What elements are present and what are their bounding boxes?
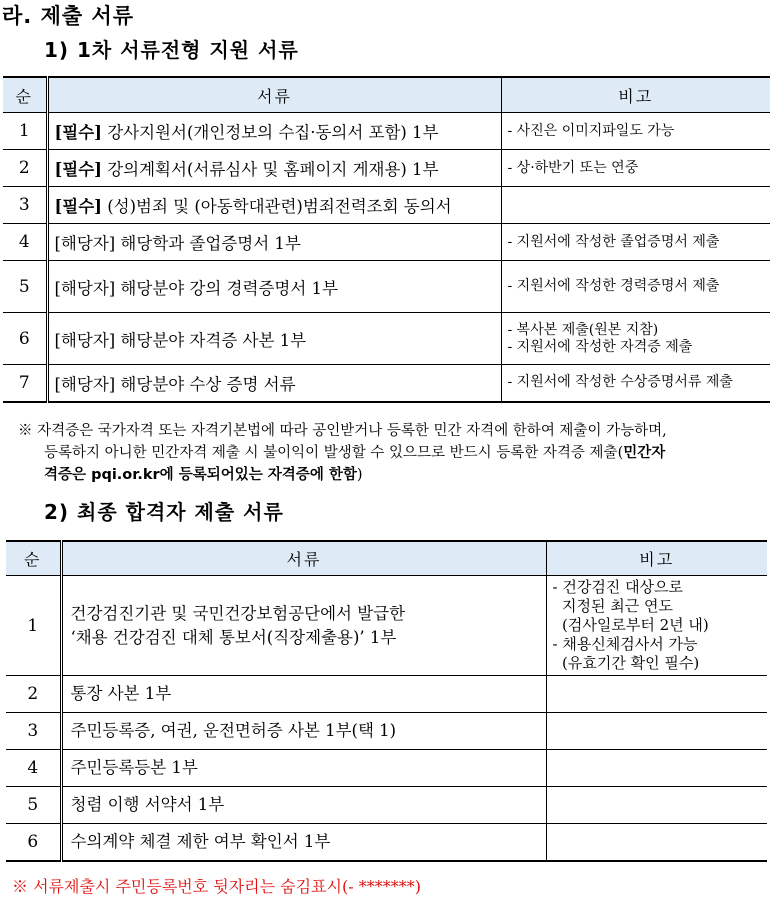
document-name: 강사지원서(개인정보의 수집·동의서 포함) 1부 — [102, 123, 439, 142]
remark-cell — [501, 150, 770, 187]
resident-number-notice: ※ 서류제출시 주민등록번호 뒷자리는 숨김표시(- *******) — [12, 877, 421, 896]
remark-line: (검사일로부터 2년 내) — [552, 616, 709, 634]
table-row — [3, 224, 770, 261]
row-number: 1 — [6, 576, 61, 676]
document-cell — [47, 313, 501, 365]
header-remark: 비고 — [546, 541, 767, 576]
table-header-row — [6, 541, 767, 576]
document-cell — [61, 750, 546, 787]
table-row — [3, 113, 770, 150]
remark-cell — [546, 787, 767, 824]
table-row — [3, 187, 770, 224]
row-number: 3 — [3, 187, 47, 224]
document-line: 청렴 이행 서약서 1부 — [70, 795, 225, 814]
document-line: ‘채용 건강검진 대체 통보서(직장제출용)’ 1부 — [70, 627, 397, 647]
header-document: 서류 — [61, 541, 546, 576]
document-cell — [47, 113, 501, 150]
remark-cell — [501, 224, 770, 261]
required-tag: [필수] — [54, 197, 102, 216]
document-line: 통장 사본 1부 — [70, 684, 172, 703]
row-number: 7 — [3, 365, 47, 402]
remark-line: - 복사본 제출(원본 지참) — [507, 321, 659, 338]
table-row — [6, 676, 767, 713]
header-document: 서류 — [47, 77, 501, 113]
row-number: 4 — [6, 750, 61, 787]
remark-line: - 건강검진 대상으로 — [552, 578, 684, 596]
remark-line: - 지원서에 작성한 경력증명서 제출 — [507, 278, 720, 294]
remark-cell — [546, 713, 767, 750]
remark-cell — [501, 187, 770, 224]
remark-cell — [546, 824, 767, 861]
row-number: 6 — [3, 313, 47, 365]
table-row — [6, 750, 767, 787]
remark-line: - 채용신체검사서 가능 — [552, 635, 698, 653]
remark-cell — [546, 576, 767, 676]
row-number: 4 — [3, 224, 47, 261]
header-no: 순 — [6, 541, 61, 576]
document-name: 강의계획서(서류심사 및 홈페이지 게재용) 1부 — [102, 160, 439, 179]
document-cell — [47, 150, 501, 187]
remark-cell — [546, 750, 767, 787]
document-cell — [61, 676, 546, 713]
remark-line: - 지원서에 작성한 자격증 제출 — [507, 338, 693, 355]
document-name: [해당자] 해당분야 수상 증명 서류 — [54, 374, 296, 394]
table-header-row — [3, 77, 770, 113]
row-number: 5 — [6, 787, 61, 824]
row-number: 2 — [6, 676, 61, 713]
section-title: 라. 제출 서류 — [2, 4, 135, 28]
notice-line-1: ※ 자격증은 국가자격 또는 자격기본법에 따라 공인받거나 등록한 민간 자격에 한하여 제출이 가능하며, — [18, 423, 667, 439]
header-no: 순 — [3, 77, 47, 113]
sub-title-1: 1) 1차 서류전형 지원 서류 — [44, 38, 299, 62]
document-line: 주민등록등본 1부 — [70, 758, 198, 777]
document-cell — [61, 713, 546, 750]
document-line: 수의계약 체결 제한 여부 확인서 1부 — [70, 831, 331, 851]
document-cell — [61, 787, 546, 824]
sub-title-2: 2) 최종 합격자 제출 서류 — [44, 500, 284, 524]
table-row — [6, 787, 767, 824]
required-tag: [필수] — [54, 123, 102, 142]
document-cell — [61, 576, 546, 676]
document-cell — [47, 187, 501, 224]
document-cell — [47, 224, 501, 261]
certificate-notice — [18, 420, 773, 486]
remark-line: (유효기간 확인 필수) — [552, 654, 700, 672]
header-remark: 비고 — [501, 77, 770, 113]
row-number: 5 — [3, 261, 47, 313]
table-row — [3, 150, 770, 187]
remark-line: 지정된 최근 연도 — [552, 597, 674, 615]
table-row — [6, 824, 767, 861]
document-cell — [47, 365, 501, 402]
row-number: 1 — [3, 113, 47, 150]
table-row — [6, 713, 767, 750]
notice-line-3-bold: 격증은 pqi.or.kr에 등록되어있는 자격증에 한함 — [44, 467, 357, 483]
remark-cell — [501, 313, 770, 365]
remark-line: - 사진은 이미지파일도 가능 — [507, 122, 675, 139]
table-row — [3, 313, 770, 365]
document-cell — [47, 261, 501, 313]
table-row — [3, 365, 770, 402]
table-row — [6, 576, 767, 676]
remark-cell — [546, 676, 767, 713]
document-name: [해당자] 해당학과 졸업증명서 1부 — [54, 234, 301, 253]
notice-line-2-bold: 민간자 — [623, 445, 666, 461]
document-cell — [61, 824, 546, 861]
document-line: 주민등록증, 여권, 운전면허증 사본 1부(택 1) — [70, 721, 397, 740]
document-line: 건강검진기관 및 국민건강보험공단에서 발급한 — [70, 603, 406, 623]
remark-cell — [501, 113, 770, 150]
remark-cell — [501, 261, 770, 313]
notice-line-2 — [18, 442, 773, 464]
remark-cell — [501, 365, 770, 402]
table-row — [3, 261, 770, 313]
required-tag: [필수] — [54, 160, 102, 179]
row-number: 6 — [6, 824, 61, 861]
document-name: [해당자] 해당분야 강의 경력증명서 1부 — [54, 278, 338, 298]
notice-line-3 — [18, 464, 773, 486]
remark-line: - 지원서에 작성한 수상증명서류 제출 — [507, 374, 733, 391]
final-documents-table — [6, 540, 767, 862]
document-name: [해당자] 해당분야 자격증 사본 1부 — [54, 330, 307, 350]
row-number: 2 — [3, 150, 47, 187]
first-round-documents-table — [3, 76, 770, 403]
row-number: 3 — [6, 713, 61, 750]
remark-line: - 상·하반기 또는 연중 — [507, 159, 639, 176]
notice-line-3-end: ) — [356, 467, 363, 483]
document-name: (성)범죄 및 (아동학대관련)범죄전력조회 동의서 — [102, 197, 452, 216]
notice-line-2-text: 등록하지 아니한 민간자격 제출 시 불이익이 발생할 수 있으므로 반드시 등록한 자격증 제출( — [44, 445, 624, 461]
remark-line: - 지원서에 작성한 졸업증명서 제출 — [507, 233, 720, 250]
